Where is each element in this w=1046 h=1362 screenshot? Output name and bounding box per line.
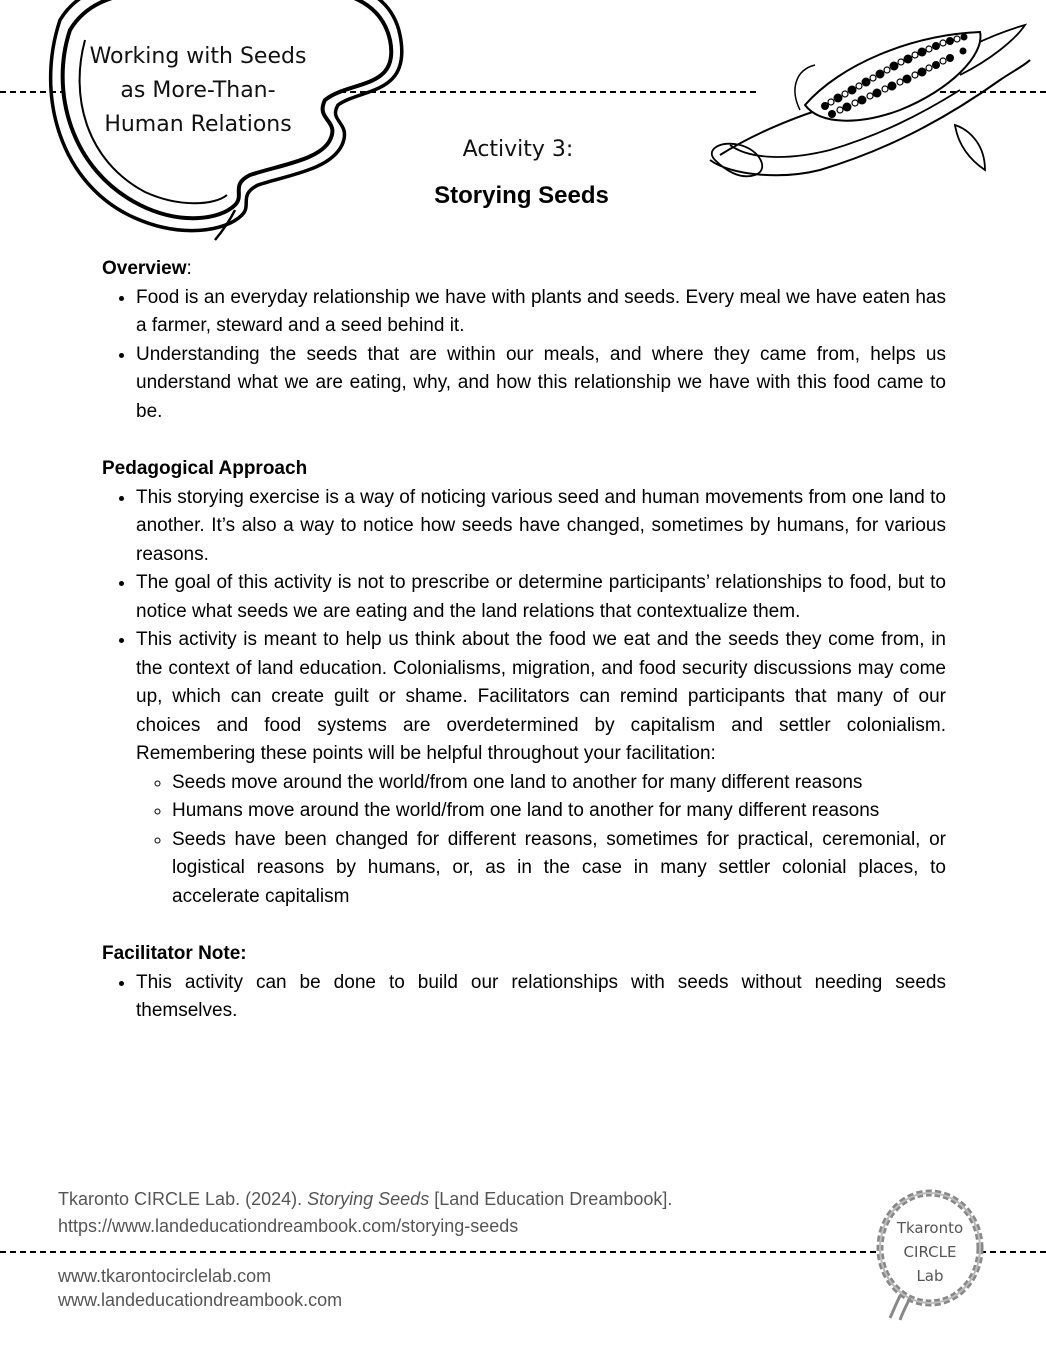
logo-text-line-1: Tkaronto: [896, 1219, 964, 1237]
overview-section-heading: [102, 255, 946, 284]
pedagogy-section-heading: Pedagogical Approach: [102, 458, 308, 479]
link-tkaronto-circle-lab[interactable]: www.tkarontocirclelab.com: [58, 1266, 272, 1286]
pedagogy-subitem-1: ◦ Seeds move around the world/from one land to another for many different reasons: [172, 769, 946, 798]
pedagogy-subitem-3: ◦ Seeds have been changed for different reasons, sometimes for practical, ceremonial, or logistical reasons by humans, or, as in the case in many settler colonial places, to accelerate capitalism: [172, 826, 946, 912]
activity-number: Activity 3:: [462, 137, 574, 162]
facilitator-item-1: • This activity can be done to build our relationships with seeds without needing seeds themselves.: [136, 969, 946, 1026]
series-title-line-3: Human Relations: [104, 112, 292, 137]
pedagogy-item-3: [136, 626, 946, 911]
pedagogy-sublist: [136, 769, 946, 912]
pedagogy-item-3-text: This activity is meant to help us think about the food we eat and the seeds they come from, in the context of land education. Colonialisms, migration, and food security discussions may come up, which can create guilt or shame. Facilitators can remind participants that many of our choices and food systems are overdetermined by capitalism and settler colonialism. Remembering these points will be helpful throughout your facilitation:: [136, 629, 946, 764]
link-land-education-dreambook[interactable]: www.landeducationdreambook.com: [58, 1290, 343, 1310]
citation: [58, 1186, 858, 1240]
overview-item-2: • Understanding the seeds that are within our meals, and where they came from, helps us understand what we are eating, why, and how this relationship we have with this food came to be.: [136, 341, 946, 427]
overview-heading-text: Overview: [102, 258, 187, 279]
facilitator-list: [102, 969, 946, 1026]
pedagogy-item-2: • The goal of this activity is not to prescribe or determine participants’ relationships to food, but to notice what seeds we are eating and the land relations that contextualize them.: [136, 569, 946, 626]
facilitator-section-heading: Facilitator Note:: [102, 943, 247, 964]
pedagogy-list: [102, 484, 946, 912]
tkaronto-circle-lab-logo: [870, 1186, 990, 1321]
corn-icon: [700, 10, 1035, 190]
citation-prefix: Tkaronto CIRCLE Lab. (2024).: [58, 1189, 308, 1209]
logo-text-line-3: Lab: [916, 1267, 944, 1285]
logo-text-line-2: CIRCLE: [903, 1243, 957, 1261]
series-title: [78, 40, 318, 142]
pedagogy-item-1: • This storying exercise is a way of noticing various seed and human movements from one land to another. It’s also a way to notice how seeds have changed, sometimes by humans, for various reasons.: [136, 484, 946, 570]
series-title-line-2: as More-Than-: [120, 78, 276, 103]
main-content: [102, 255, 946, 1026]
footer-links: [58, 1264, 558, 1312]
citation-title: Storying Seeds: [307, 1189, 430, 1209]
page-title: Storying Seeds: [434, 182, 609, 209]
overview-list: [102, 284, 946, 427]
citation-suffix: [Land Education Dreambook].: [429, 1189, 673, 1209]
overview-heading-colon: :: [186, 258, 192, 279]
citation-url[interactable]: https://www.landeducationdreambook.com/storying-seeds: [58, 1216, 519, 1236]
overview-item-1: • Food is an everyday relationship we have with plants and seeds. Every meal we have eaten has a farmer, steward and a seed behind it.: [136, 284, 946, 341]
series-title-line-1: Working with Seeds: [89, 44, 307, 69]
pedagogy-subitem-2: ◦ Humans move around the world/from one land to another for many different reasons: [172, 797, 946, 826]
logo-text: [870, 1216, 990, 1288]
series-title-badge: [30, 0, 410, 245]
citation-line: [58, 1186, 858, 1213]
